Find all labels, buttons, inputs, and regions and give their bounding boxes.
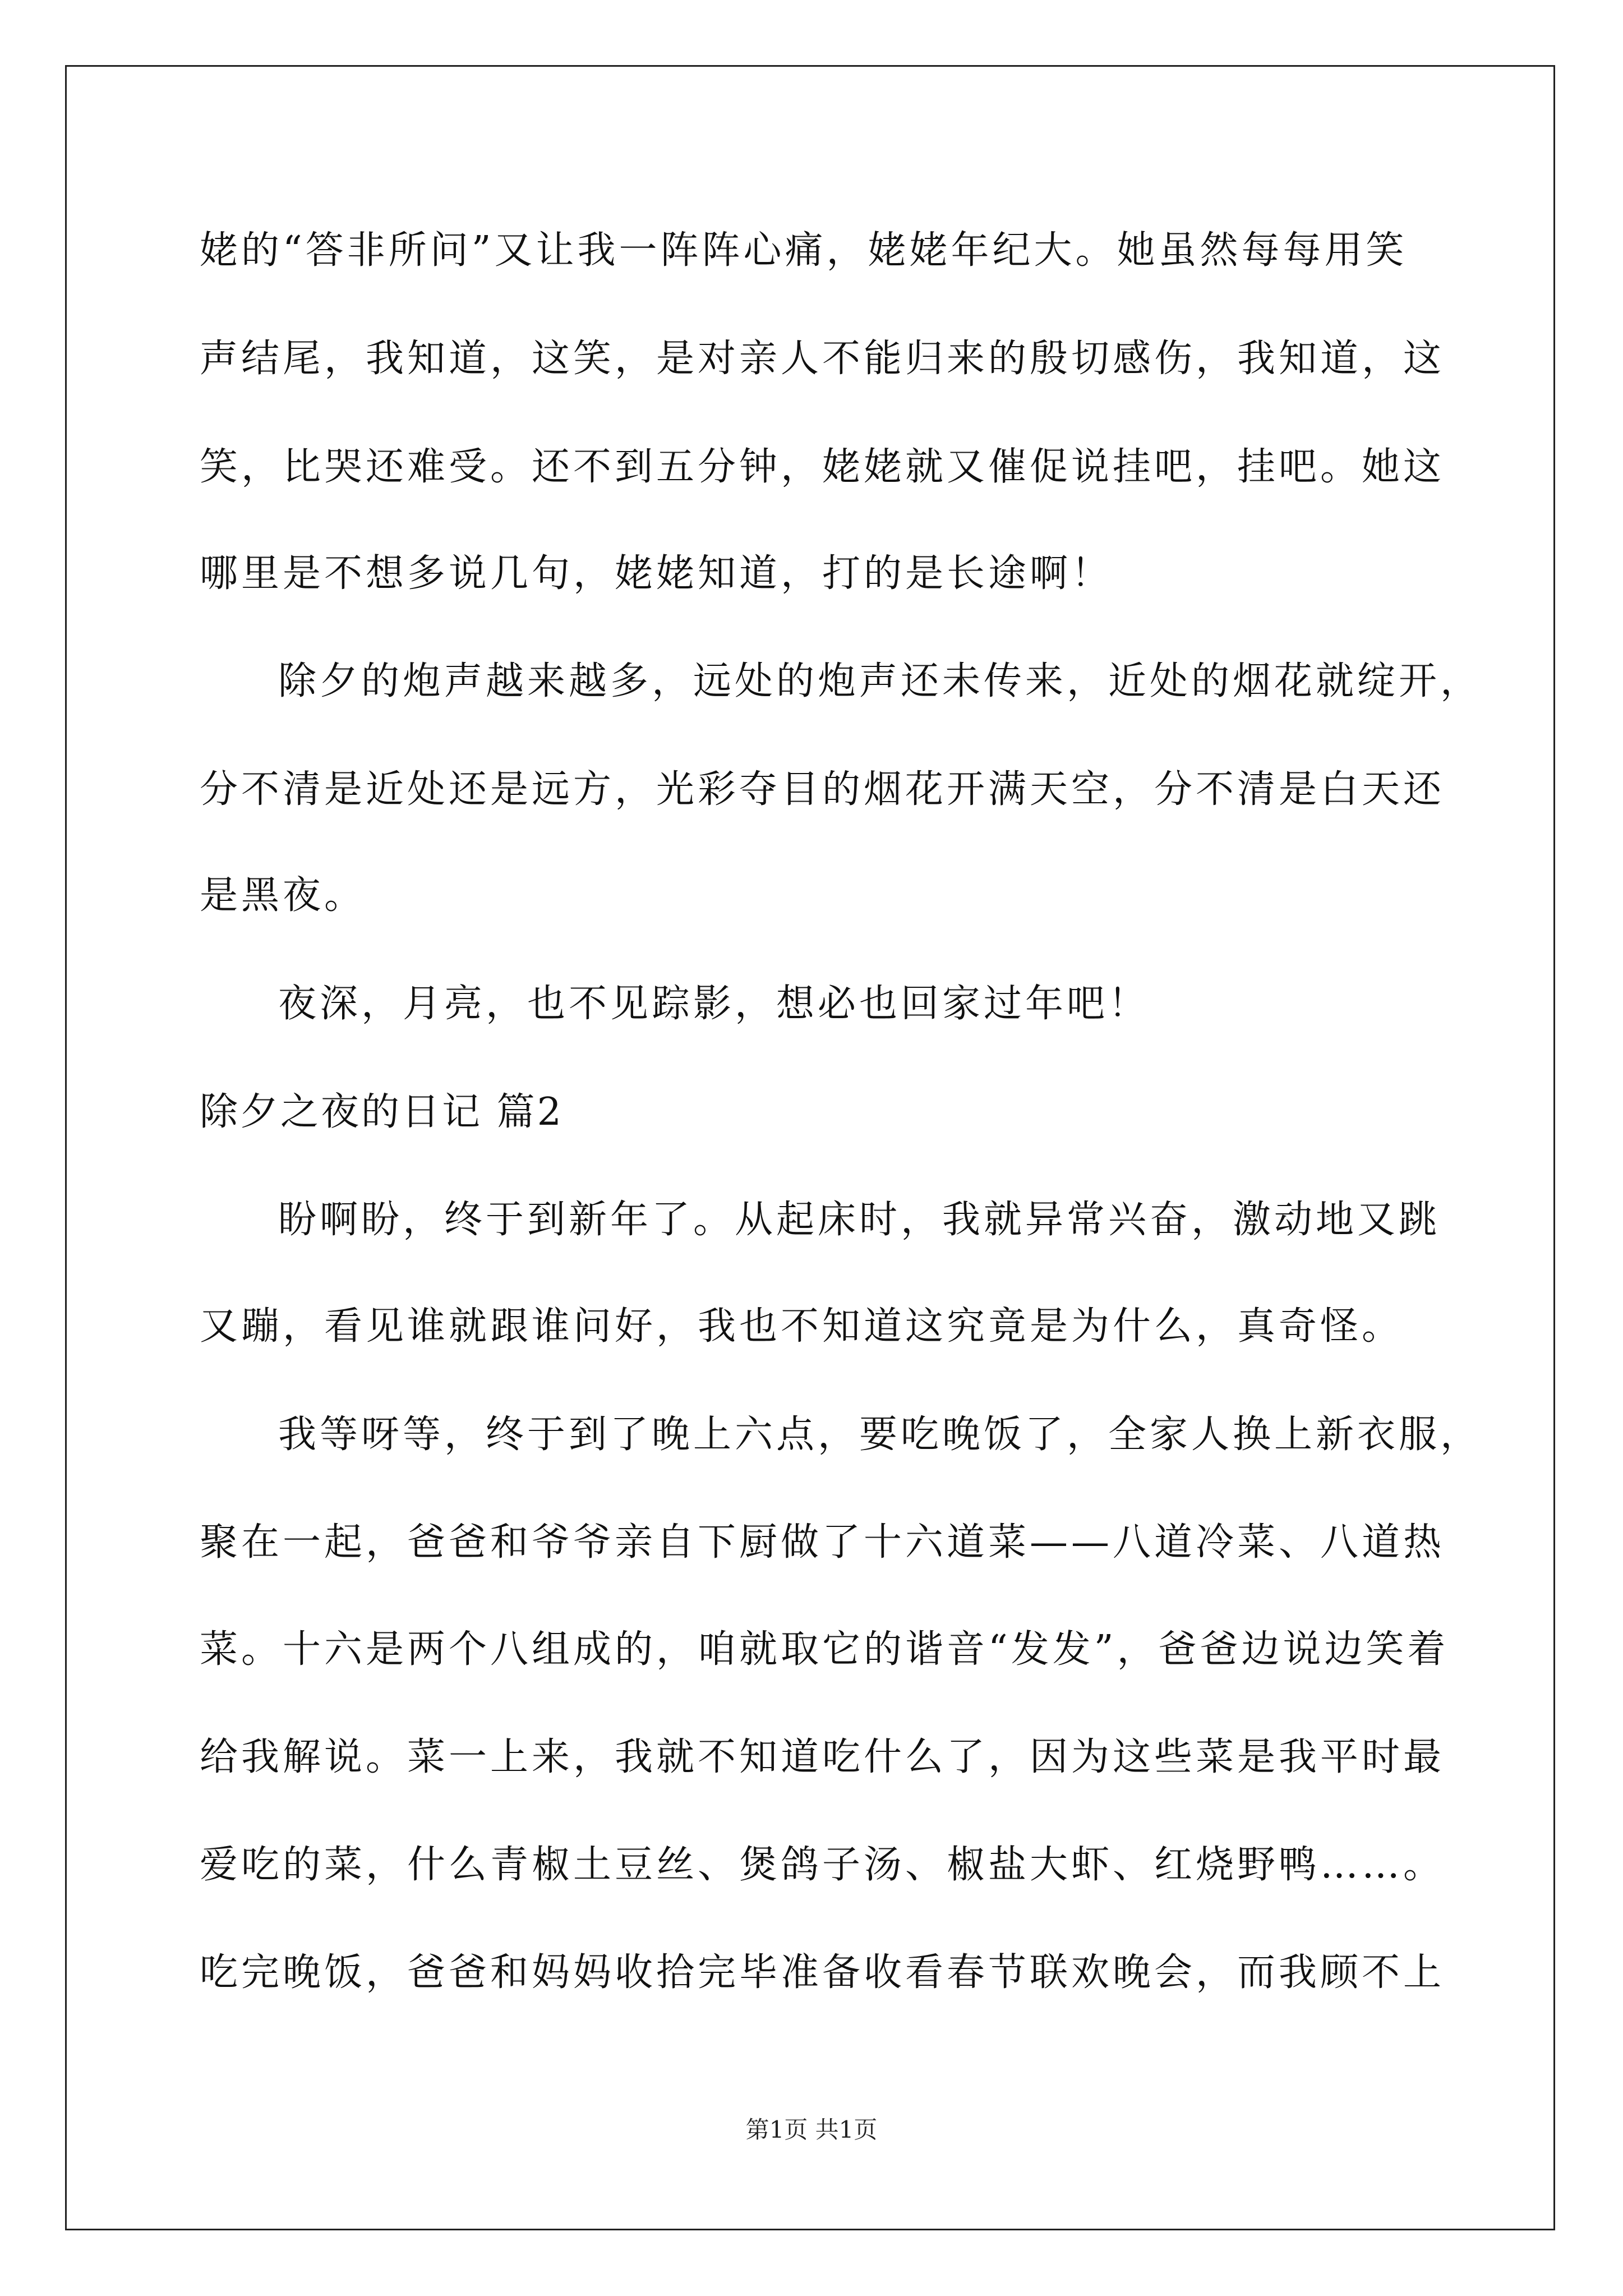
paragraph-start-line: 夜深，月亮，也不见踪影，想必也回家过年吧！ bbox=[278, 982, 1150, 1026]
paragraph-start-line: 我等呀等，终于到了晚上六点，要吃晚饭了，全家人换上新衣服， bbox=[278, 1412, 1482, 1457]
text-line: 爱吃的菜，什么青椒土豆丝、煲鸽子汤、椒盐大虾、红烧野鸭……。 bbox=[200, 1843, 1445, 1887]
text-line: 是黑夜。 bbox=[200, 873, 366, 918]
text-line: 哪里是不想多说几句，姥姥知道，打的是长途啊！ bbox=[200, 551, 1113, 596]
text-line: 聚在一起，爸爸和爷爷亲自下厨做了十六道菜——八道冷菜、八道热 bbox=[200, 1520, 1445, 1565]
text-line: 又蹦，看见谁就跟谁问好，我也不知道这究竟是为什么，真奇怪。 bbox=[200, 1304, 1404, 1349]
page-number-footer: 第1页 共1页 bbox=[745, 2116, 878, 2143]
paragraph-start-line: 除夕的炮声越来越多，远处的炮声还未传来，近处的烟花就绽开， bbox=[278, 659, 1482, 703]
text-line: 分不清是近处还是远方，光彩夺目的烟花开满天空，分不清是白天还 bbox=[200, 767, 1445, 812]
text-line: 笑，比哭还难受。还不到五分钟，姥姥就又催促说挂吧，挂吧。她这 bbox=[200, 445, 1445, 489]
text-line: 吃完晚饭，爸爸和妈妈收拾完毕准备收看春节联欢晚会，而我顾不上 bbox=[200, 1950, 1445, 1995]
text-line: 给我解说。菜一上来，我就不知道吃什么了，因为这些菜是我平时最 bbox=[200, 1735, 1445, 1779]
text-line: 姥的“答非所问”又让我一阵阵心痛，姥姥年纪大。她虽然每每用笑 bbox=[200, 228, 1408, 273]
text-line: 声结尾，我知道，这笑，是对亲人不能归来的殷切感伤，我知道，这 bbox=[200, 337, 1445, 381]
page-border bbox=[65, 65, 1555, 2230]
text-line: 菜。十六是两个八组成的，咱就取它的谐音“发发”，爸爸边说边笑着 bbox=[200, 1627, 1449, 1672]
section-heading: 除夕之夜的日记 篇2 bbox=[200, 1090, 564, 1134]
paragraph-start-line: 盼啊盼，终于到新年了。从起床时，我就异常兴奋，激动地又跳 bbox=[278, 1198, 1441, 1242]
